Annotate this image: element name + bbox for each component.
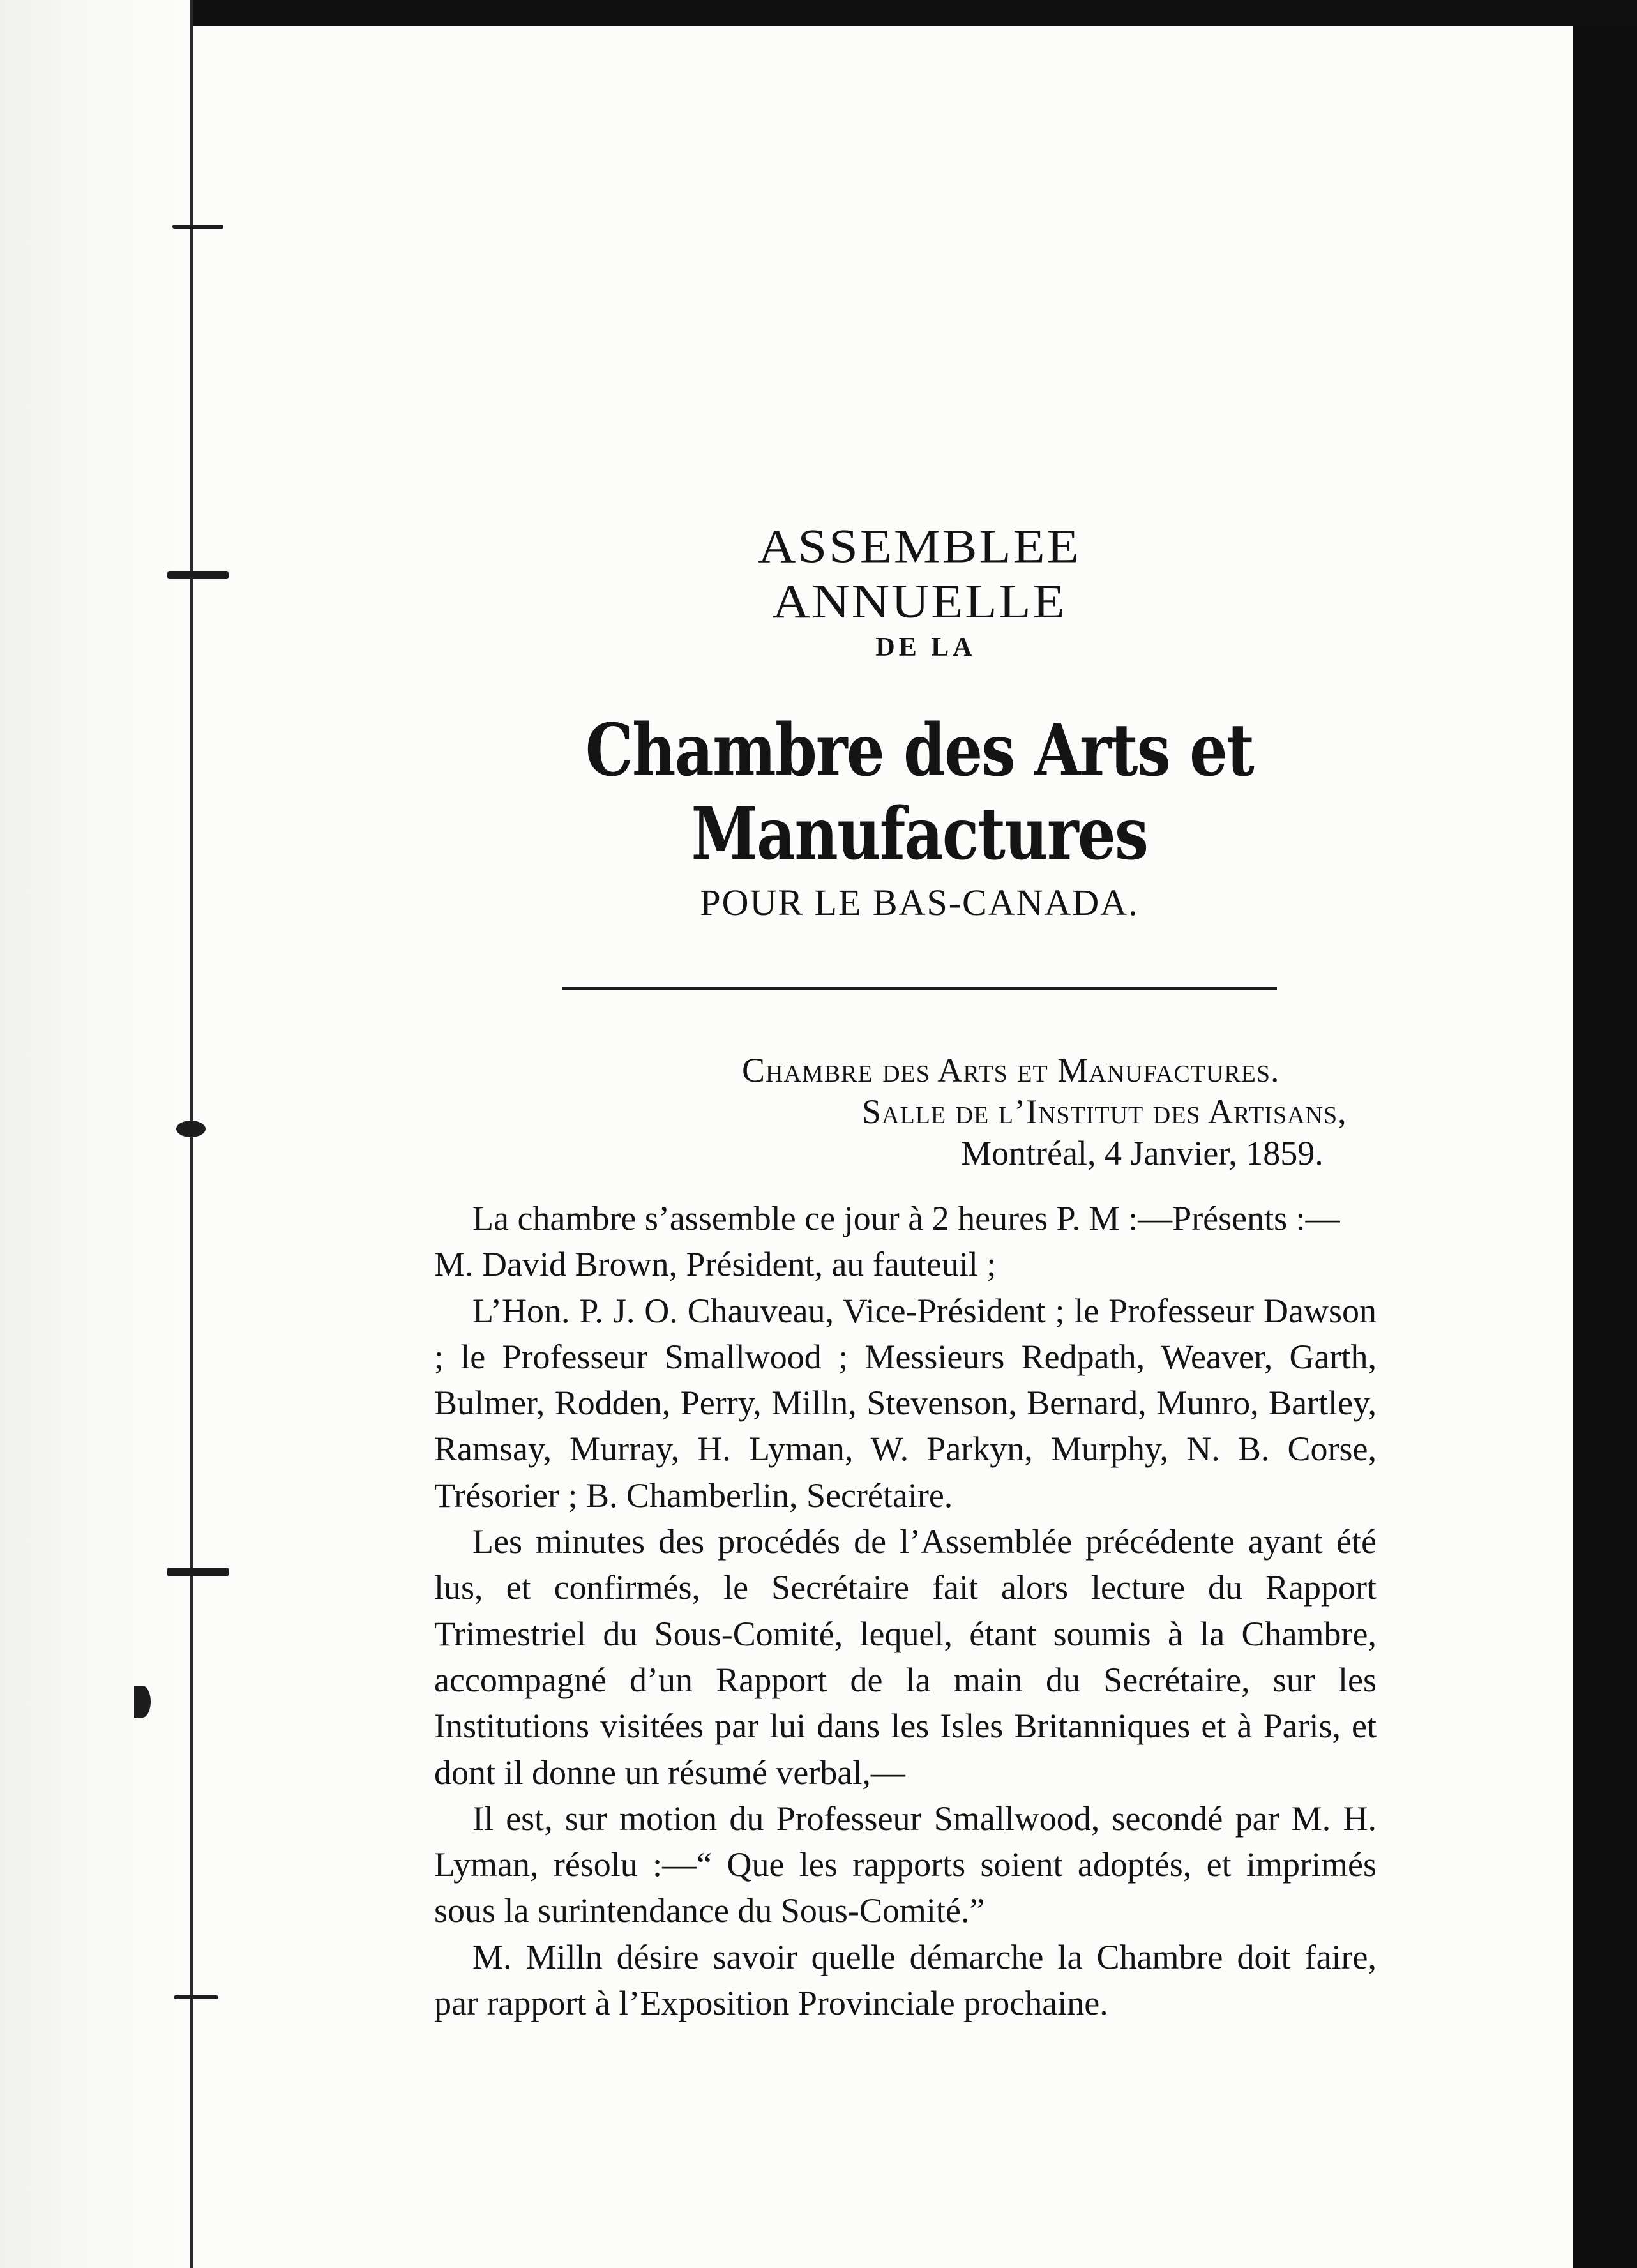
paragraph: Il est, sur motion du Professeur Smallwood, secondé par M. H. Lyman, résolu :—“ Que les rapports soient adoptés, et imprimés sous la surintendance du Sous-Comité.” [434,1799,1377,1930]
binding-stitch [167,1568,229,1576]
paragraph: L’Hon. P. J. O. Chauveau, Vice-Président ; le Professeur Dawson ; le Professeur Smallwood ; Messieurs Redpath, Weaver, Garth, Bulmer, Rodden, Perry, Milln, Stevenson, Bernard, Munro, Bartley, Ramsay, Murray, H. Lyman, W. Parkyn, Murphy, N. B. Corse, Trésorier ; B. Chamberlin, Secrétaire. [434,1291,1377,1515]
dateline-date: Montréal, 4 Janvier, 1859. [961,1134,1324,1172]
page-title: ASSEMBLEE ANNUELLE [758,519,1081,628]
body-text [434,1195,1377,2026]
binding-stitch [167,571,229,579]
binding-stitch [172,225,223,229]
binding-stitch [174,1995,218,1999]
title-connector: DE LA [875,633,976,662]
paragraph: La chambre s’assemble ce jour à 2 heures P. M :—Présents :— [472,1199,1340,1237]
scan-right-edge [1573,26,1637,2268]
gutter-shadow [0,0,192,2268]
paragraph: M. David Brown, Président, au fauteuil ; [434,1245,997,1284]
dateline-location: Salle de l’Institut des Artisans, [862,1092,1347,1131]
binding-stitch [134,1686,151,1718]
scan-top-edge [192,0,1637,26]
paragraph: M. Milln désire savoir quelle démarche la Chambre doit faire, par rapport à l’Exposition Provinciale prochaine. [434,1937,1377,2023]
blackletter-title: Chambre des Arts et Manufactures [585,709,1254,876]
dateline-institution: Chambre des Arts et Manufactures. [742,1051,1280,1089]
subtitle: POUR LE BAS-CANADA. [700,882,1139,923]
paragraph: Les minutes des procédés de l’Assemblée précédente ayant été lus, et confirmés, le Secrétaire fait alors lecture du Rapport Trimestriel du Sous-Comité, lequel, étant soumis à la Chambre, accompagné d’un Rapport de la main du Secrétaire, sur les Institutions visitées par lui dans les Isles Britanniques et à Paris, et dont il donne un résumé verbal,— [434,1522,1377,1792]
binding-stitch [176,1121,206,1137]
horizontal-rule [562,987,1277,990]
